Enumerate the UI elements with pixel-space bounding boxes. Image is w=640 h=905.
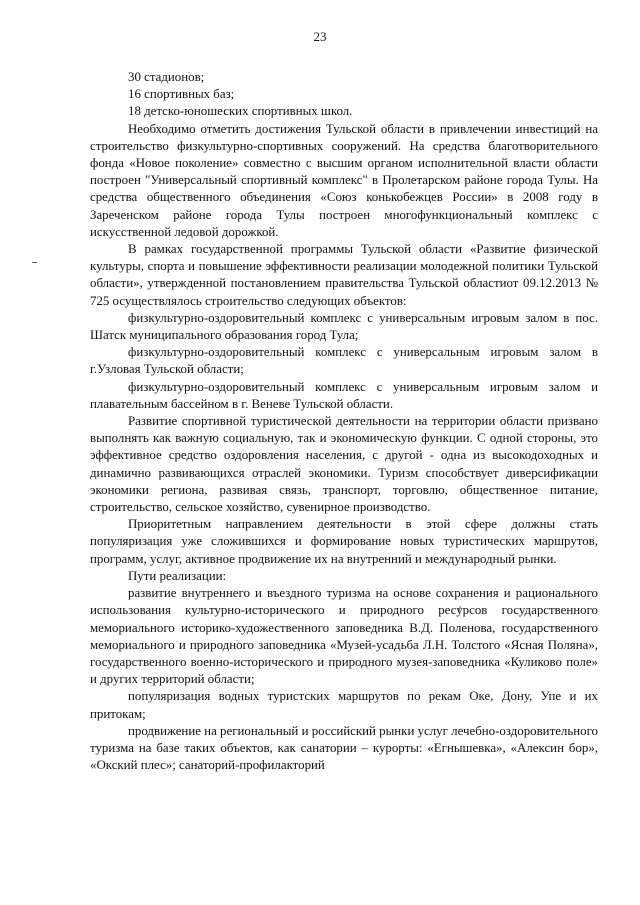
paragraph-priority-direction: Приоритетным направлением деятельности в этой сфере должны стать популяризация уже сложившихся и формирование новых туристических маршрутов, программ, услуг, активное продвижение их на внутренний и международный рынки. — [90, 517, 598, 566]
paragraph-sport-bases: 16 спортивных баз; — [128, 87, 235, 102]
margin-mark — [32, 262, 37, 263]
paragraph-stadiums: 30 стадионов; — [128, 70, 205, 84]
body-text — [90, 69, 598, 774]
paragraph-investments: Необходимо отметить достижения Тульской области в привлечении инвестиций на строительство физкультурно-спортивных сооружений. На средства благотворительного фонда «Новое поколение» совместно с высшим органом исполнительной власти области построен "Универсальный спортивный комплекс" в Пролетарском районе города Тулы. На средства общественного объединения «Союз конькобежцев России» в 2008 году в Зареченском районе города Тулы построен многофункциональный комплекс с искусственной ледовой дорожкой. — [90, 121, 598, 239]
paragraph-domestic-tourism: развитие внутреннего и въездного туризма на основе сохранения и рационального использования культурно-исторического и природного ресурсов государственного мемориального историко-художественного заповедника В.Д. Поленова, государственного мемориального и природного заповедника «Музей-усадьба Л.Н. Толстого «Ясная Поляна», государственного военно-исторического и природного музея-заповедника «Куликово поле» и других территорий области; — [90, 586, 598, 687]
page-number: 23 — [313, 29, 327, 44]
paragraph-health-tourism: продвижение на региональный и российский рынки услуг лечебно-оздоровительного туризма на базе таких объектов, как санатории – курорты: «Егнышевка», «Алексин бор», «Окский плес»; санаторий-профилакторий — [90, 723, 598, 773]
paragraph-sport-tourism: Развитие спортивной туристической деятельности на территории области призвано выполнять как важную социальную, так и экономическую функции. С одной стороны, это эффективное средство оздоровления населения, с другой - одна из высокодоходных и динамично развивающихся отраслей экономики. Туризм способствует диверсификации экономики региона, развивая связь, транспорт, торговлю, общественное питание, строительство, сельское хозяйство, сувенирное производство. — [90, 414, 598, 515]
paragraph-sport-schools: 18 детско-юношеских спортивных школ. — [128, 104, 353, 119]
paragraph-state-program: В рамках государственной программы Тульской области «Развитие физической культуры, спорта и повышение эффективности реализации молодежной политики Тульской области», утвержденной постановлением правительства Тульской областиот 09.12.2013 № 725 осуществлялось строительство следующих объектов: — [90, 242, 598, 308]
paragraph-complex-shatsk: физкультурно-оздоровительный комплекс с универсальным игровым залом в пос. Шатск муниципального образования город Тула; — [90, 310, 598, 343]
paragraph-implementation-heading: Пути реализации: — [128, 568, 227, 583]
paragraph-water-routes: популяризация водных туристских маршрутов по рекам Оке, Дону, Упе и их притокам; — [90, 689, 598, 721]
paragraph-complex-uzlovaya: физкультурно-оздоровительный комплекс с универсальным игровым залом в г.Узловая Тульской области; — [90, 345, 598, 377]
paragraph-complex-venev: физкультурно-оздоровительный комплекс с универсальным игровым залом и плавательным бассейном в г. Веневе Тульской области. — [90, 379, 598, 411]
